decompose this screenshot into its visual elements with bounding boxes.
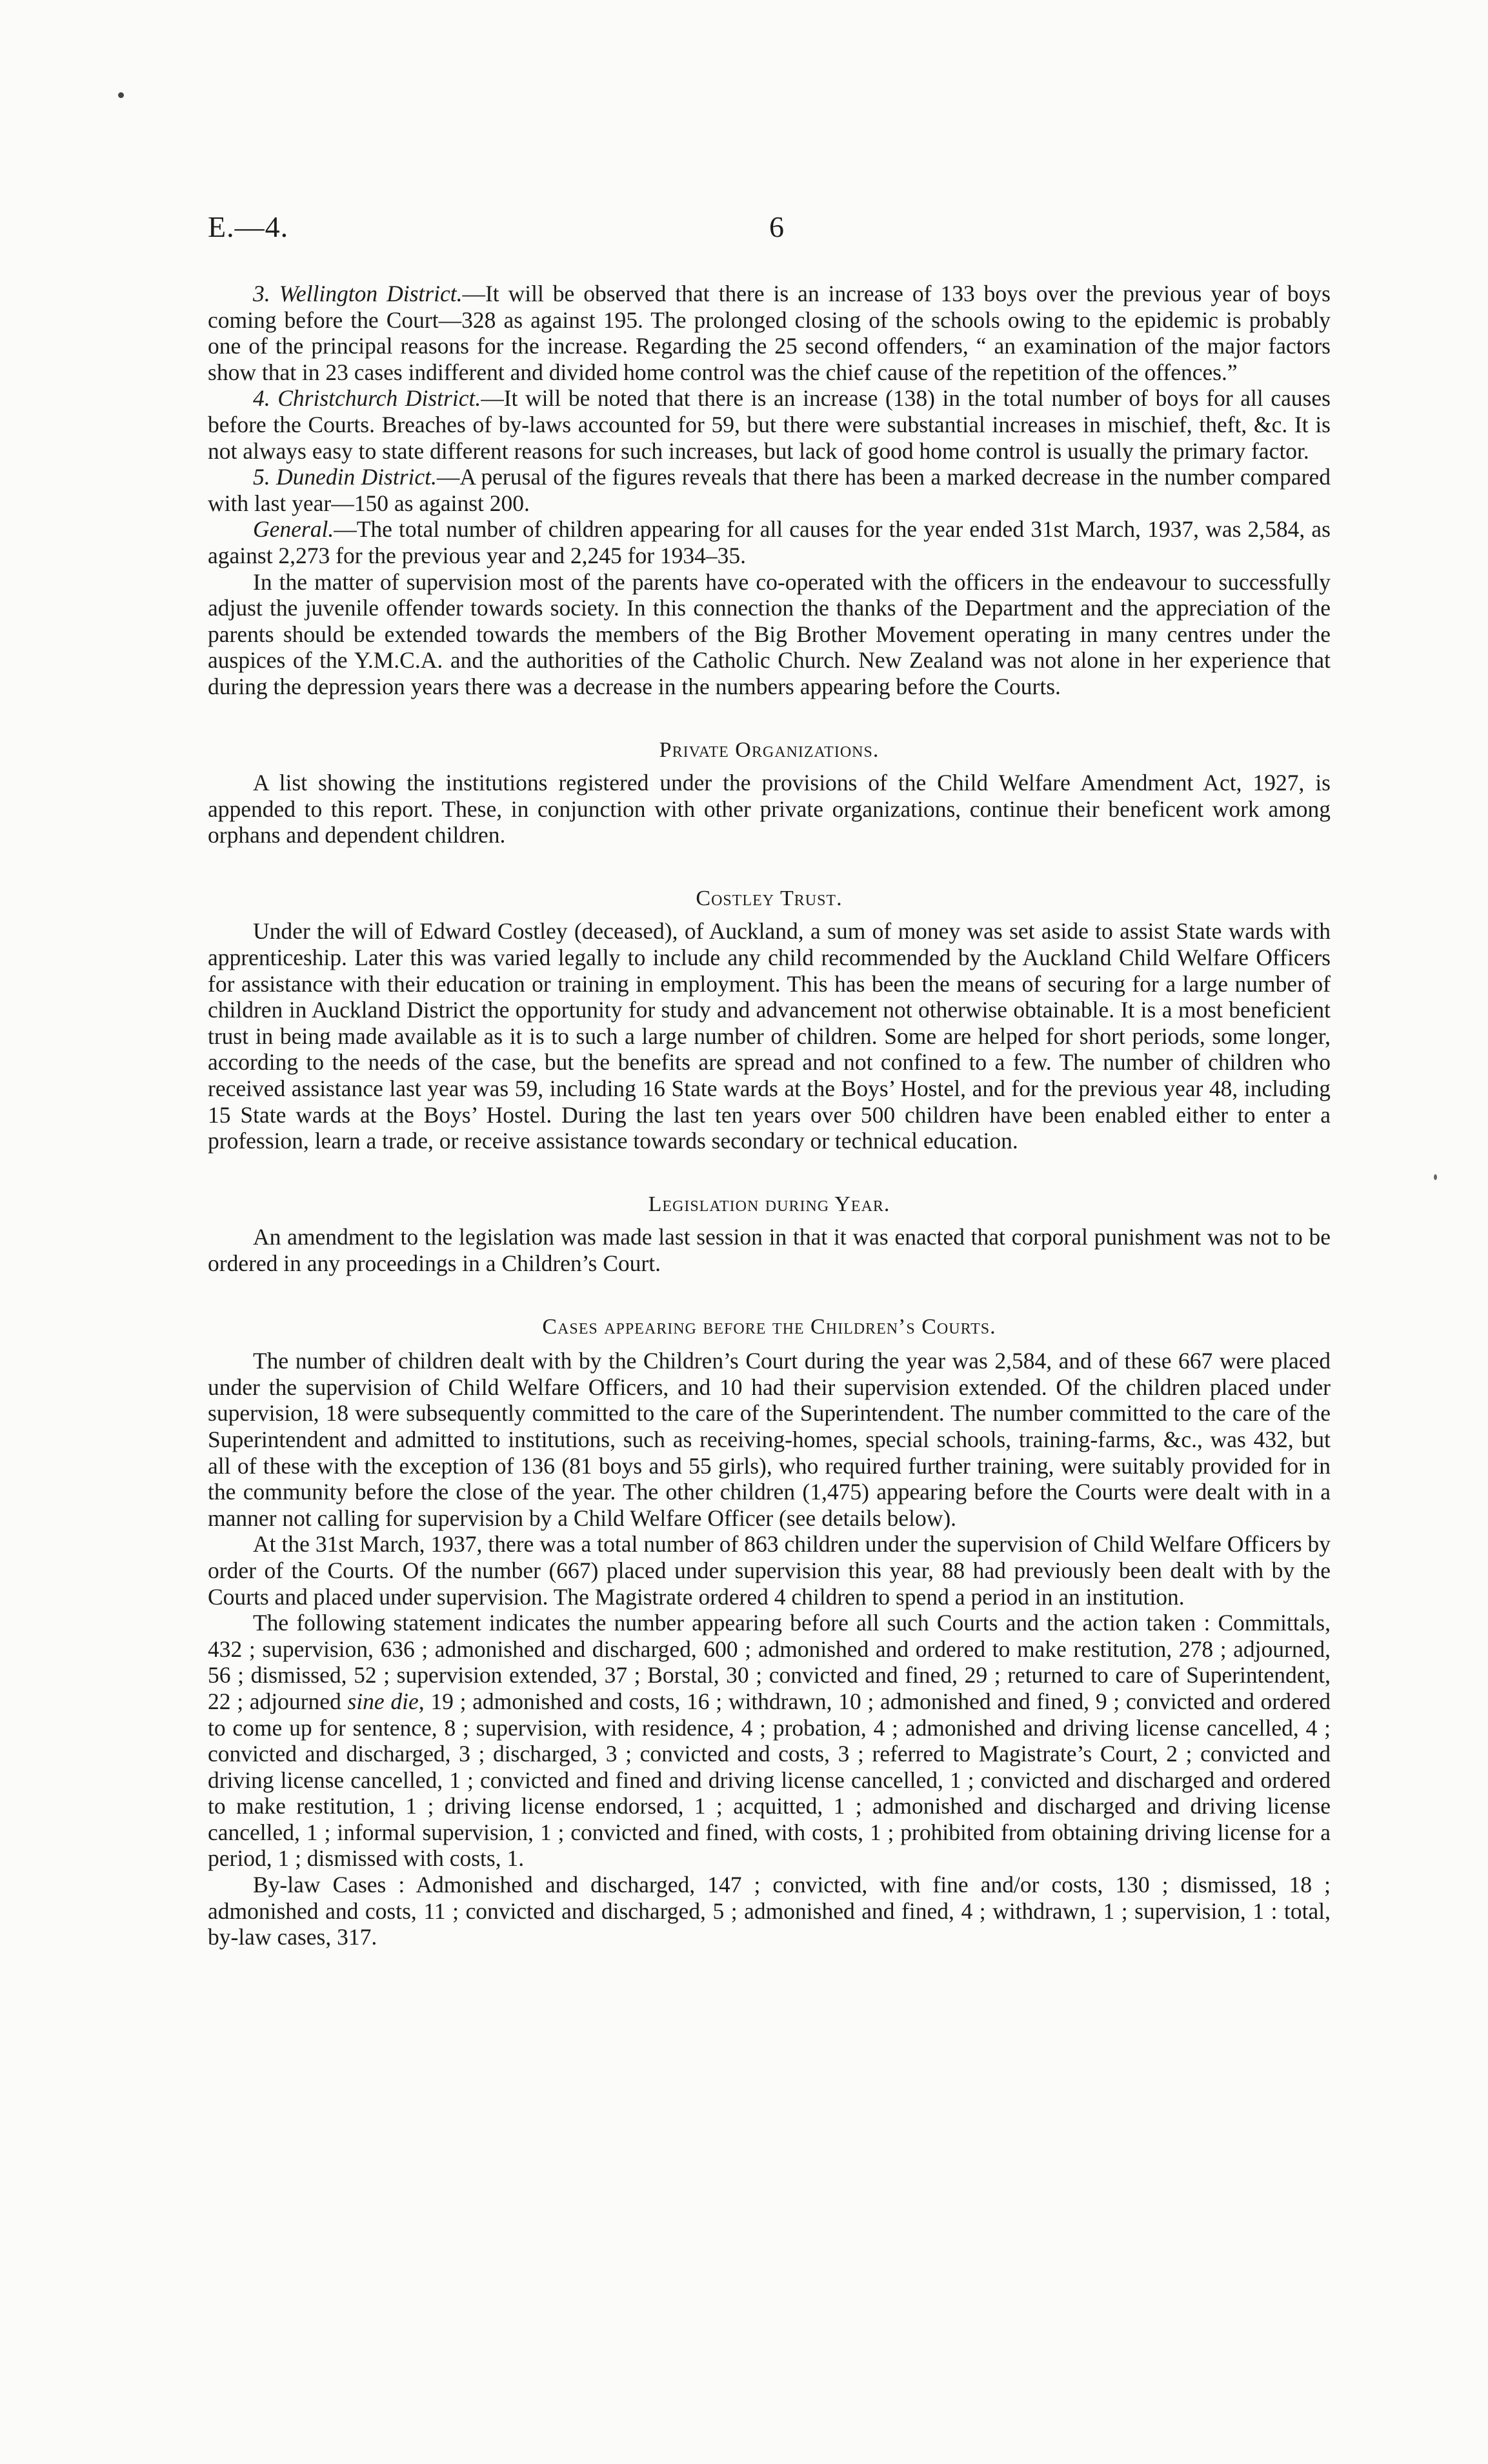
- paragraph-cases-statement: [208, 1610, 1331, 1872]
- heading-private-organizations: Private Organizations.: [659, 737, 880, 762]
- paragraph-text: In the matter of supervision most of the parents have co-operated with the officers in the endeavour to successfully adjust the juvenile offender towards society. In this connection the thanks of the Department and the appreciation of the parents should be extended towards the members of the Big Brother Movement operating in many centres under the auspices of the Y.M.C.A. and the authorities of the Catholic Church. New Zealand was not alone in her experience that during the depression years there was a decrease in the numbers appearing before the Courts.: [208, 568, 1331, 699]
- paragraph-lead: 3. Wellington District.: [253, 281, 463, 306]
- paragraph-text: —It will be observed that there is an increase of 133 boys over the previous year of boys coming before the Court—328 as against 195. The prolonged closing of the schools owing to the epidemic is probably one of the principal reasons for the increase. Regarding the 25 second offenders, “ an examination of the major factors show that in 23 cases indifferent and divided home control was the chief cause of the repetition of the offences.”: [208, 281, 1331, 385]
- paragraph-christchurch: [208, 385, 1331, 464]
- heading-legislation: Legislation during Year.: [648, 1192, 890, 1216]
- statement-text: , 19 ; admonished and costs, 16 ; withdrawn, 10 ; admonished and fined, 9 ; convicted and ordered to come up for sentence, 8 ; supervision, with residence, 4 ; probation, 4 ; admonished and driving license cancelled, 4 ; convicted and discharged, 3 ; discharged, 3 ; convicted and costs, 3 ; referred to Magistrate’s Court, 2 ; convicted and driving license cancelled, 1 ; convicted and fined and driving license cancelled, 1 ; convicted and discharged and ordered to make restitution, 1 ; driving license endorsed, 1 ; acquitted, 1 ; admonished and discharged and driving license cancelled, 1 ; informal supervision, 1 ; convicted and fined, with costs, 1 ; prohibited from obtaining driving license for a period, 1 ; dismissed with costs, 1.: [208, 1688, 1331, 1872]
- paragraph-general: [208, 516, 1331, 568]
- paragraph-cases-supervision: At the 31st March, 1937, there was a total number of 863 children under the supervision of Child Welfare Officers by order of the Courts. Of the number (667) placed under supervision this year, 88 had previously been dealt with by the Courts and placed under supervision. The Magistrate ordered 4 children to spend a period in an institution.: [208, 1531, 1331, 1610]
- paragraph-text: —It will be noted that there is an increase (138) in the total number of boys for all causes before the Courts. Breaches of by-laws accounted for 59, but there were substantial increases in mischief, theft, &c. It is not always easy to state different reasons for such increases, but lack of good home control is usually the primary factor.: [208, 385, 1331, 464]
- page-header: [208, 210, 1331, 255]
- scan-speck: [118, 92, 124, 98]
- paragraph-dunedin: [208, 464, 1331, 516]
- paragraph-lead: 4. Christchurch District.: [253, 385, 481, 412]
- paragraph-bylaw-cases: By-law Cases : Admonished and discharged, 147 ; convicted, with fine and/or costs, 130 ; dismissed, 18 ; admonished and costs, 11 ; convicted and discharged, 5 ; admonished and fined, 4 ; withdrawn, 1 ; supervision, 1 : total, by-law cases, 317.: [208, 1872, 1331, 1950]
- paragraph-legislation: An amendment to the legislation was made last session in that it was enacted that corporal punishment was not to be ordered in any proceedings in a Children’s Court.: [208, 1224, 1331, 1276]
- document-reference: E.—4.: [208, 210, 289, 243]
- heading-cases: Cases appearing before the Children’s Courts.: [542, 1314, 996, 1339]
- paragraph-text: —A perusal of the figures reveals that there has been a marked decrease in the number compared with last year—150 as against 200.: [208, 464, 1331, 516]
- paragraph-private: A list showing the institutions registered under the provisions of the Child Welfare Amendment Act, 1927, is appended to this report. These, in conjunction with other private organizations, continue their beneficent work among orphans and dependent children.: [208, 770, 1331, 848]
- paragraph-wellington: [208, 281, 1331, 385]
- statement-italic: sine die: [347, 1688, 419, 1714]
- document-body: [208, 281, 1331, 1950]
- paragraph-costley: Under the will of Edward Costley (deceased), of Auckland, a sum of money was set aside to assist State wards with apprenticeship. Later this was varied legally to include any child recommended by the Auckland Child Welfare Officers for assistance with their education or training in employment. This has been the means of securing for a large number of children in Auckland District the opportunity for study and advancement not otherwise obtainable. It is a most beneficient trust in being made available as it is to such a large number of children. Some are helped for short periods, some longer, according to the needs of the case, but the benefits are spread and not confined to a few. The number of children who received assistance last year was 59, including 16 State wards at the Boys’ Hostel, and for the previous year 48, including 15 State wards at the Boys’ Hostel. During the last ten years over 500 children have been enabled either to enter a profession, learn a trade, or receive assistance towards secondary or technical education.: [208, 918, 1331, 1154]
- paragraph-lead: General.: [253, 516, 334, 543]
- heading-costley-trust: Costley Trust.: [696, 886, 843, 910]
- paragraph-text: —The total number of children appearing for all causes for the year ended 31st March, 1937, was 2,584, as against 2,273 for the previous year and 2,245 for 1934–35.: [208, 516, 1331, 568]
- scan-speck: [1434, 1174, 1437, 1180]
- paragraph-lead: 5. Dunedin District.: [253, 464, 437, 490]
- paragraph-cases-total: The number of children dealt with by the Children’s Court during the year was 2,584, and of these 667 were placed under the supervision of Child Welfare Officers, and 10 had their supervision extended. Of the children placed under supervision, 18 were subsequently committed to the care of the Superintendent. The number committed to the care of the Superintendent and admitted to institutions, such as receiving-homes, special schools, training-farms, &c., was 432, but all of these with the exception of 136 (81 boys and 55 girls), who required further training, were suitably provided for in the community before the close of the year. The other children (1,475) appearing before the Courts were dealt with in a manner not calling for supervision by a Child Welfare Officer (see details below).: [208, 1348, 1331, 1531]
- paragraph-supervision: [208, 569, 1331, 700]
- statement-text: The following statement indicates the number appearing before all such Courts and the action taken : Committals, 432 ; supervision, 636 ; admonished and discharged, 600 ; admonished and ordered to make restitution, 278 ; adjourned, 56 ; dismissed, 52 ; supervision extended, 37 ; Borstal, 30 ; convicted and fined, 29 ; returned to care of Superintendent, 22 ; adjourned: [208, 1610, 1331, 1714]
- page-number: 6: [769, 210, 784, 243]
